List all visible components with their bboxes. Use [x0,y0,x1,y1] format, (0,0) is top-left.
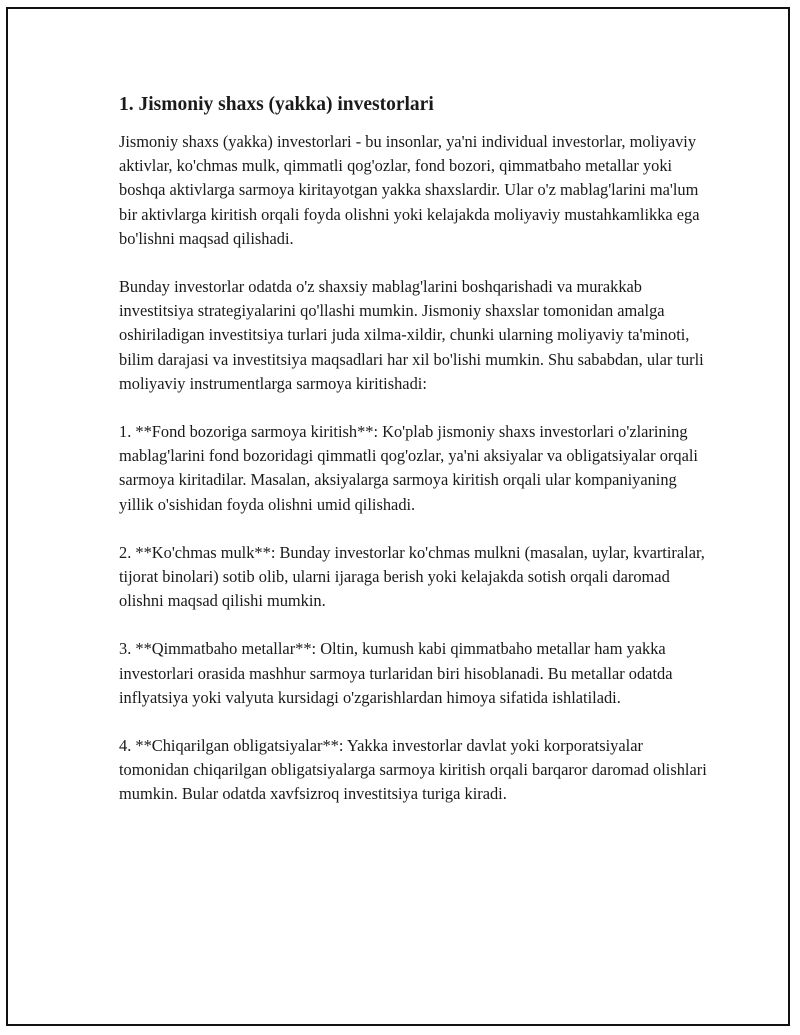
list-item-stock-market: 1. **Fond bozoriga sarmoya kiritish**: Ko'plab jismoniy shaxs investorlari o'zlarining mablag'larini fond bozoridagi qimmatli qog'ozlar, ya'ni aksiyalar va obligatsiyalar orqali sarmoya kiritadilar. Masalan, aksiyalarga sarmoya kiritish orqali ular kompaniyaning yillik o'sishidan foyda olishni umid qilishadi. [119,422,698,514]
section-heading: 1. Jismoniy shaxs (yakka) investorlari [119,94,434,115]
document-body [119,92,709,831]
investor-behavior-paragraph: Bunday investorlar odatda o'z shaxsiy mablag'larini boshqarishadi va murakkab investitsiya strategiyalarini qo'llashi mumkin. Jismoniy shaxslar tomonidan amalga oshiriladigan investitsiya turlari juda xilma-xildir, chunki ularning moliyaviy ta'minoti, bilim darajasi va investitsiya maqsadlari har xil bo'lishi mumkin. Shu sababdan, ular turli moliyaviy instrumentlarga sarmoya kiritishadi: [119,277,704,393]
list-item-precious-metals: 3. **Qimmatbaho metallar**: Oltin, kumush kabi qimmatbaho metallar ham yakka investorlari orasida mashhur sarmoya turlaridan biri hisoblanadi. Bu metallar odatda inflyatsiya yoki valyuta kursidagi o'zgarishlardan himoya sifatida ishlatiladi. [119,639,673,707]
list-item-real-estate: 2. **Ko'chmas mulk**: Bunday investorlar ko'chmas mulkni (masalan, uylar, kvartiralar, tijorat binolari) sotib olib, ularni ijaraga berish yoki kelajakda sotish orqali daromad olishni maqsad qilishi mumkin. [119,542,705,611]
list-item-bonds: 4. **Chiqarilgan obligatsiyalar**: Yakka investorlar davlat yoki korporatsiyalar tomonidan chiqarilgan obligatsiyalarga sarmoya kiritish orqali barqaror daromad olishlari mumkin. Bular odatda xavfsizroq investitsiya turiga kiradi. [119,736,707,804]
intro-paragraph: Jismoniy shaxs (yakka) investorlari - bu insonlar, ya'ni individual investorlar, moliyaviy aktivlar, ko'chmas mulk, qimmatli qog'ozlar, fond bozori, qimmatbaho metallar yoki boshqa aktivlarga sarmoya kiritayotgan yakka shaxslardir. Ular o'z mablag'larini ma'lum bir aktivlarga kiritish orqali foyda olishni yoki kelajakda moliyaviy mustahkamlikka ega bo'lishni maqsad qilishadi. [119,132,700,248]
